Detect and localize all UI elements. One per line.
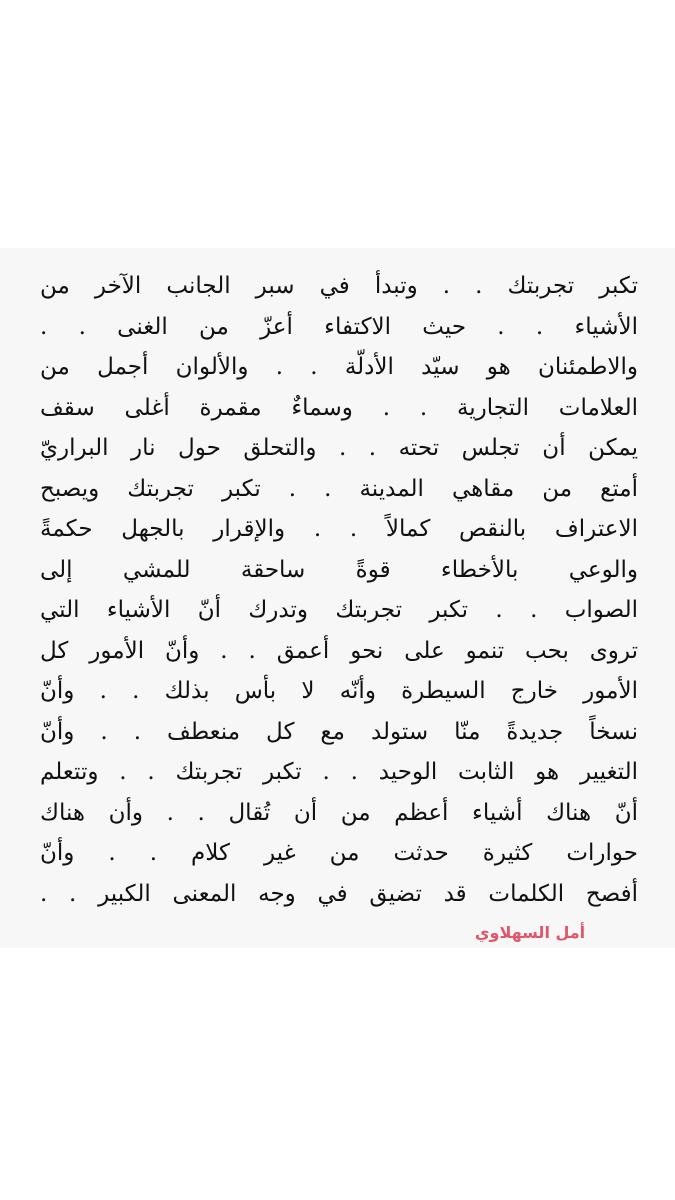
author-signature: أمل السهلاوي <box>474 923 586 942</box>
poem-line: الأشياء . . حيث الاكتفاء أعزّ من الغنى . . <box>40 313 638 340</box>
poem-line: التغيير هو الثابت الوحيد . . تكبر تجربتك . . وتتعلم <box>40 759 638 785</box>
poem-line: والوعي بالأخطاء قوةً ساحقة للمشي إلى <box>40 556 638 583</box>
poem-line: أفصح الكلمات قد تضيق في وجه المعنى الكبير . . <box>40 880 638 907</box>
poem-line: الاعتراف بالنقص كمالاً . . والإقرار بالجهل حكمةً <box>40 516 638 542</box>
poem-line: تكبر تجربتك . . وتبدأ في سبر الجانب الآخر من <box>40 273 638 299</box>
poem-line: والاطمئنان هو سيّد الأدلّة . . والألوان أجمل من <box>40 354 638 380</box>
poem-line: أنّ هناك أشياء أعظم من أن تُقال . . وأن هناك <box>40 799 638 826</box>
poem-line: الصواب . . تكبر تجربتك وتدرك أنّ الأشياء التي <box>40 597 638 623</box>
poem-line: العلامات التجارية . . وسماءٌ مقمرة أغلى سقف <box>40 394 638 421</box>
bottom-blank-area <box>0 948 675 1200</box>
poem-line: حوارات كثيرة حدثت من غير كلام . . وأنّ <box>40 840 638 866</box>
poem-line: الأمور خارج السيطرة وأنّه لا بأس بذلك . . وأنّ <box>40 678 638 704</box>
poem-line: نسخاً جديدةً منّا ستولد مع كل منعطف . . وأنّ <box>40 718 638 745</box>
poem-text <box>40 266 638 914</box>
poem-line: أمتع من مقاهي المدينة . . تكبر تجربتك ويصبح <box>40 475 638 502</box>
poem-line: تروى بحب تنمو على نحو أعمق . . وأنّ الأمور كل <box>40 637 638 664</box>
top-blank-area <box>0 0 675 248</box>
poem-line: يمكن أن تجلس تحته . . والتحلق حول نار البراريّ <box>40 435 638 461</box>
